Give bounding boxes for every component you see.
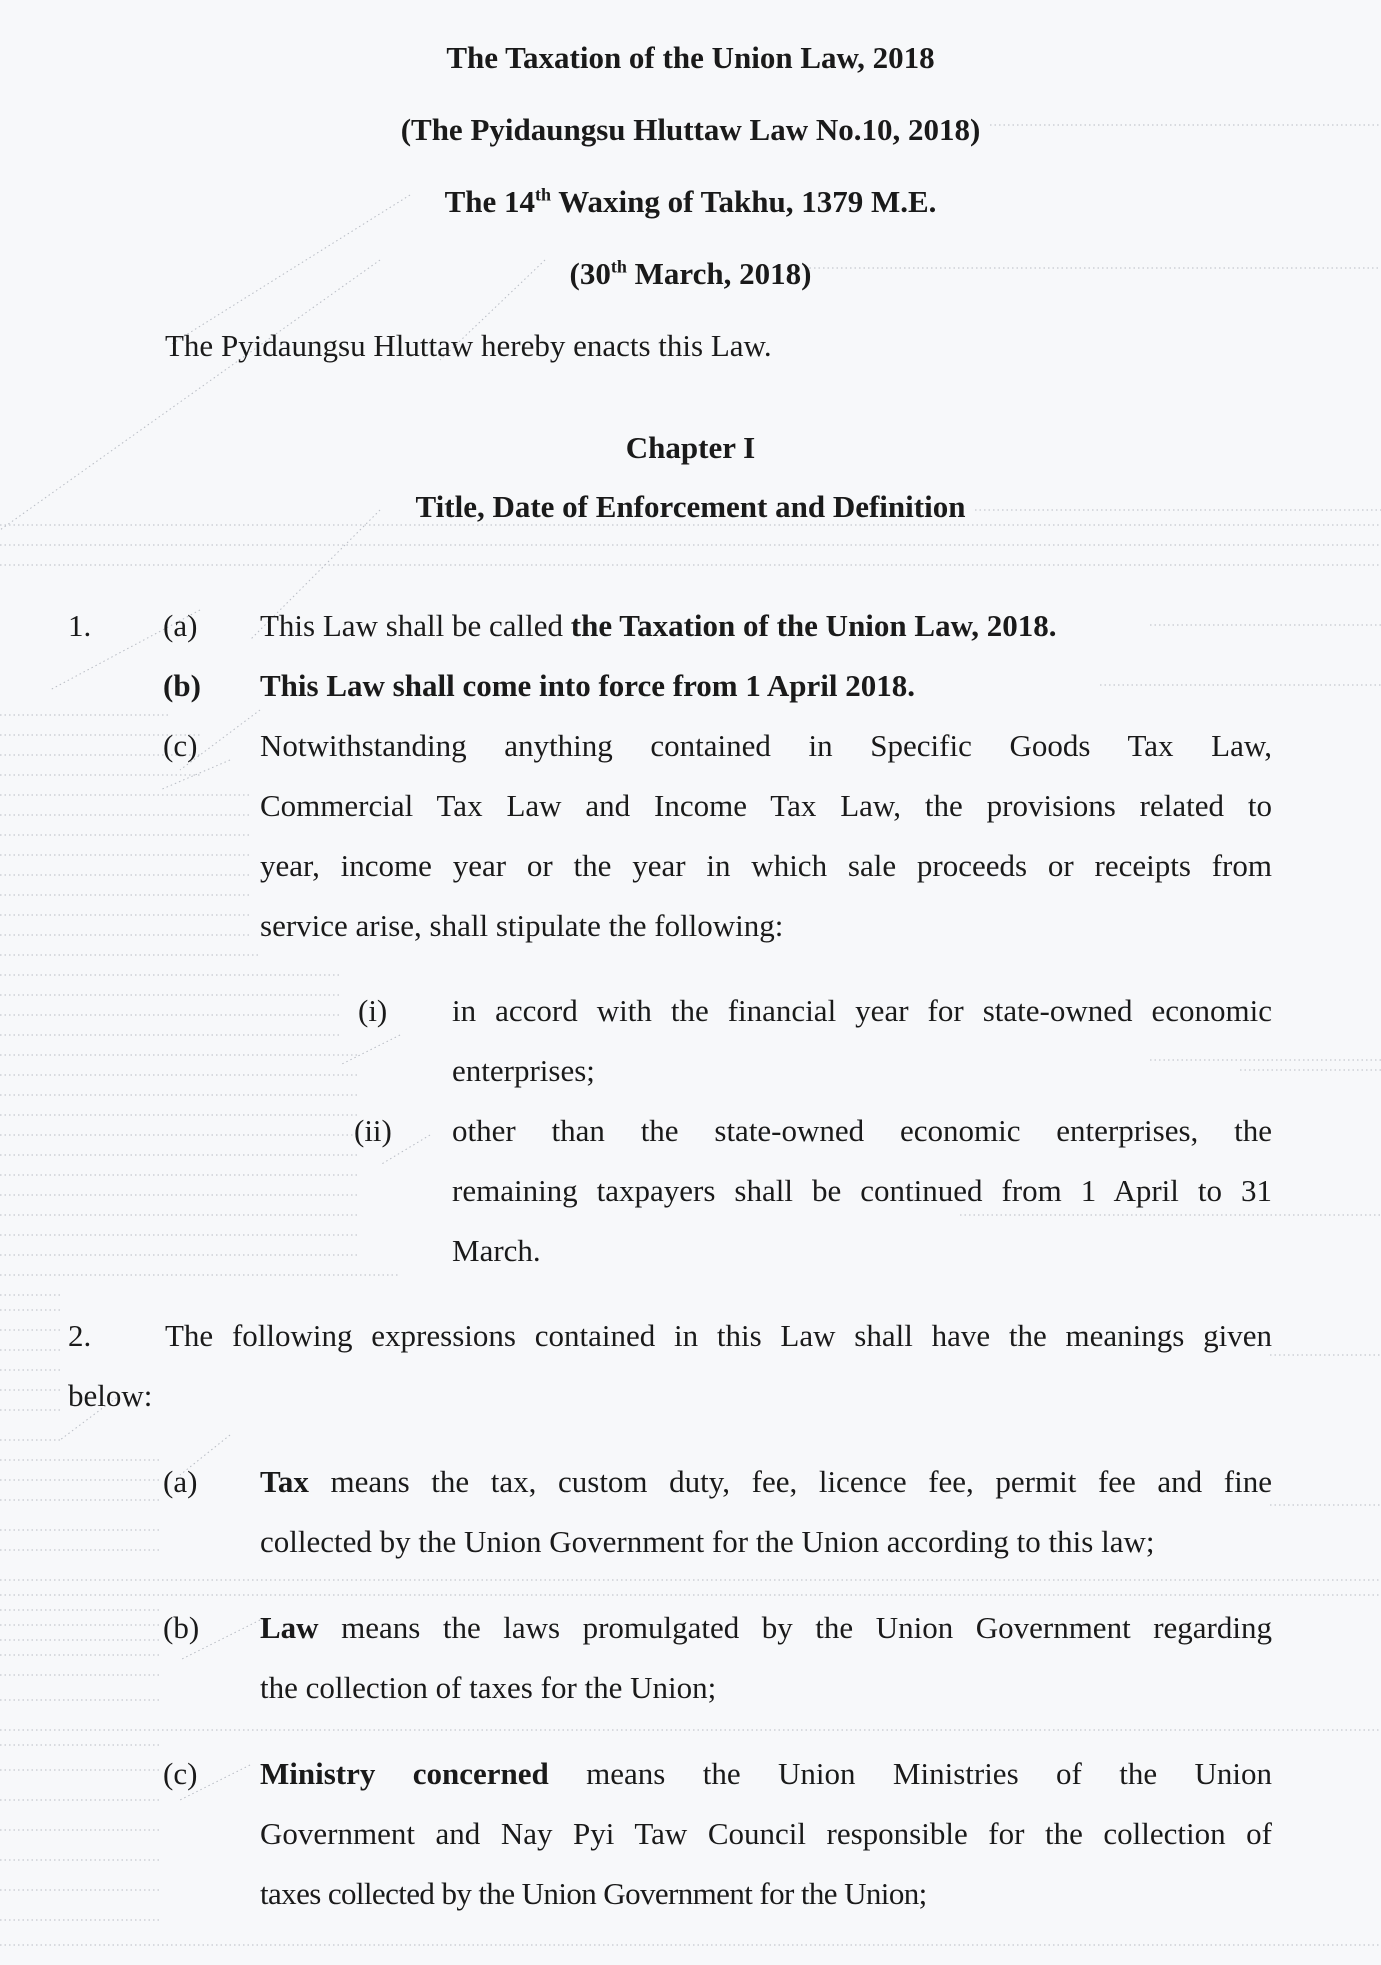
gregorian-date — [0, 254, 1381, 294]
section-2c-line-3: taxes collected by the Union Government for the Union; — [260, 1876, 927, 1911]
section-1a-text — [260, 606, 1057, 646]
section-1c-ii-line-2: remaining taxpayers shall be continued from 1 April to 31 — [452, 1173, 1272, 1208]
section-1c-ii-line-3: March. — [452, 1233, 541, 1268]
chapter-number: Chapter I — [625, 430, 756, 465]
term-tax: Tax — [260, 1464, 309, 1499]
myanmar-date-pre: The 14 — [444, 184, 536, 219]
enacting-clause: The Pyidaungsu Hluttaw hereby enacts this Law. — [165, 328, 772, 363]
section-2-intro: The following expressions contained in this Law shall have the meanings given — [165, 1318, 1272, 1353]
section-1c-line-2: Commercial Tax Law and Income Tax Law, the provisions related to — [260, 788, 1272, 823]
myanmar-date-sup: th — [535, 184, 552, 205]
section-2-intro-cont: below: — [68, 1378, 153, 1413]
section-2c-line-2: Government and Nay Pyi Taw Council responsible for the collection of — [260, 1816, 1272, 1851]
myanmar-date — [0, 182, 1381, 222]
section-1b-text: This Law shall come into force from 1 April 2018. — [260, 668, 915, 703]
section-1c-i-label: (i) — [358, 993, 388, 1028]
section-1c-i-line-2: enterprises; — [452, 1053, 595, 1088]
chapter-title: Title, Date of Enforcement and Definition — [415, 489, 966, 524]
section-2a-line-1 — [260, 1462, 1272, 1502]
section-2c-line-1 — [260, 1754, 1272, 1794]
section-2-number: 2. — [68, 1318, 92, 1353]
section-2c-label: (c) — [163, 1756, 198, 1791]
section-1b-label: (b) — [163, 668, 201, 703]
section-2b-def: means the laws promulgated by the Union Government regarding — [318, 1610, 1272, 1645]
section-1c-i-line-1: in accord with the financial year for state-owned economic — [452, 993, 1272, 1028]
section-1a-label: (a) — [163, 608, 198, 643]
law-number: (The Pyidaungsu Hluttaw Law No.10, 2018) — [400, 112, 981, 147]
section-1c-ii-line-1: other than the state-owned economic enterprises, the — [452, 1113, 1272, 1148]
term-law: Law — [260, 1610, 319, 1645]
section-1c-line-1: Notwithstanding anything contained in Specific Goods Tax Law, — [260, 728, 1272, 763]
gregorian-date-post: March, 2018) — [626, 256, 812, 291]
gregorian-date-pre: (30 — [569, 256, 611, 291]
section-2b-line-2: the collection of taxes for the Union; — [260, 1670, 717, 1705]
section-2a-line-2: collected by the Union Government for the Union according to this law; — [260, 1524, 1155, 1559]
section-1a-text-bold: the Taxation of the Union Law, 2018. — [570, 608, 1057, 643]
section-1c-line-3: year, income year or the year in which sale proceeds or receipts from — [260, 848, 1272, 883]
gregorian-date-sup: th — [610, 256, 627, 277]
section-2b-label: (b) — [163, 1610, 200, 1645]
section-1-number: 1. — [68, 608, 92, 643]
section-1c-label: (c) — [163, 728, 198, 763]
section-2a-label: (a) — [163, 1464, 198, 1499]
section-2a-def: means the tax, custom duty, fee, licence fee, permit fee and fine — [308, 1464, 1272, 1499]
section-2b-line-1 — [260, 1608, 1272, 1648]
myanmar-date-post: Waxing of Takhu, 1379 M.E. — [551, 184, 937, 219]
section-1c-ii-label: (ii) — [354, 1113, 392, 1148]
term-ministry-concerned: Ministry concerned — [260, 1756, 549, 1791]
section-1c-line-4: service arise, shall stipulate the following: — [260, 908, 784, 943]
section-2c-def: means the Union Ministries of the Union — [548, 1756, 1272, 1791]
law-title: The Taxation of the Union Law, 2018 — [446, 40, 935, 75]
section-1a-text-plain: This Law shall be called — [260, 608, 571, 643]
